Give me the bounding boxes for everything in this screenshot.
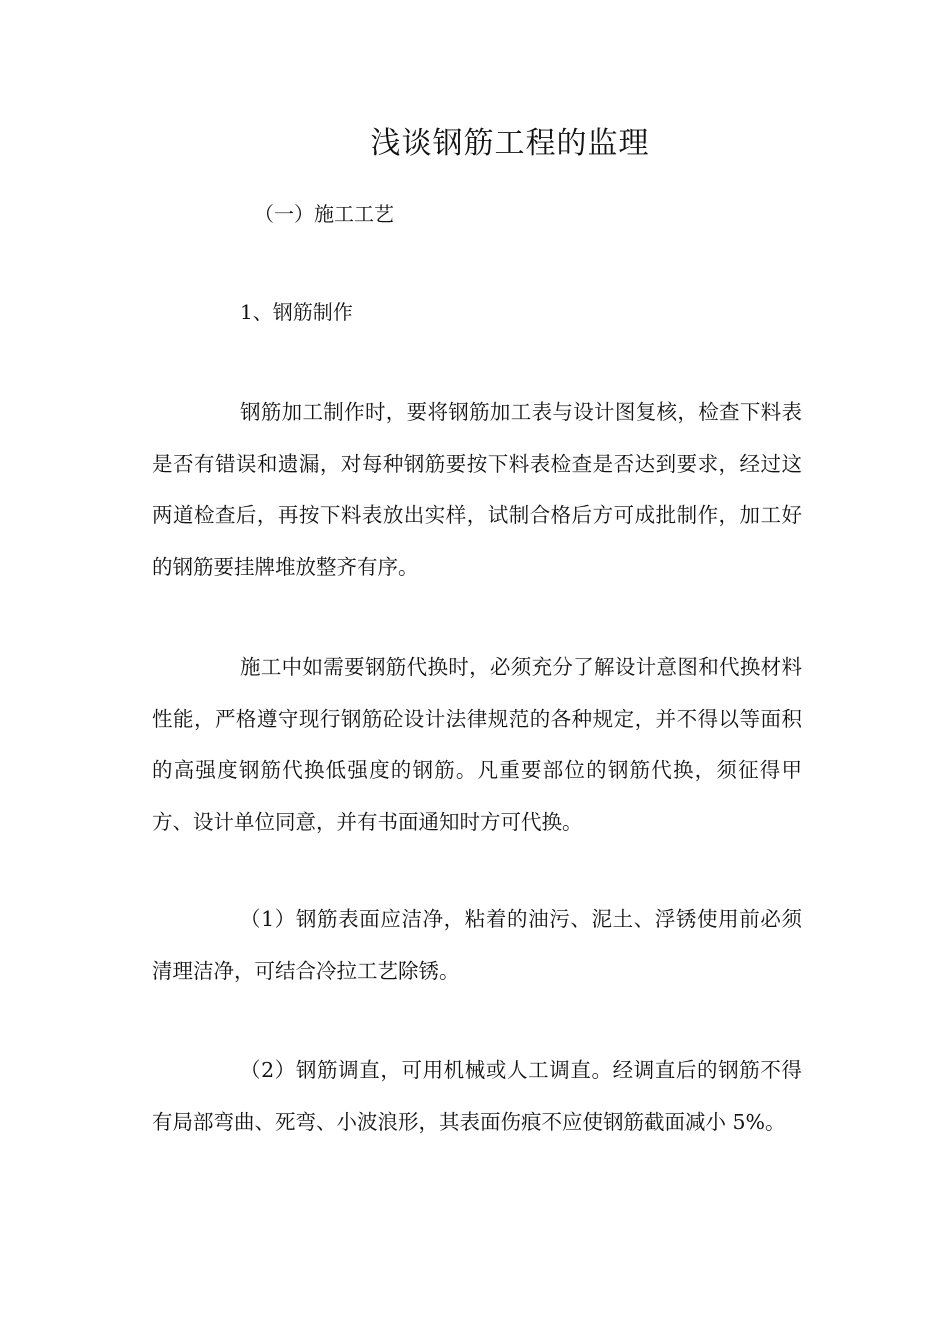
paragraph-surface-cleaning: （1）钢筋表面应洁净，粘着的油污、泥土、浮锈使用前必须清理洁净，可结合冷拉工艺除锈。: [152, 907, 802, 983]
paragraph-straightening: （2）钢筋调直，可用机械或人工调直。经调直后的钢筋不得有局部弯曲、死弯、小波浪形，其表面伤痕不应使钢筋截面减小 5%。: [152, 1058, 802, 1134]
section-heading: （一）施工工艺: [254, 202, 394, 226]
document-title: 浅谈钢筋工程的监理: [370, 126, 650, 161]
paragraph-rebar-fabrication: 钢筋加工制作时，要将钢筋加工表与设计图复核，检查下料表是否有错误和遗漏，对每种钢筋要按下料表检查是否达到要求，经过这两道检查后，再按下料表放出实样，试制合格后方可成批制作，加工好的钢筋要挂牌堆放整齐有序。: [152, 400, 802, 579]
subsection-heading: 1、钢筋制作: [240, 300, 353, 324]
paragraph-rebar-substitution: 施工中如需要钢筋代换时，必须充分了解设计意图和代换材料性能，严格遵守现行钢筋砼设计法律规范的各种规定，并不得以等面积的高强度钢筋代换低强度的钢筋。凡重要部位的钢筋代换，须征得甲方、设计单位同意，并有书面通知时方可代换。: [152, 655, 802, 834]
